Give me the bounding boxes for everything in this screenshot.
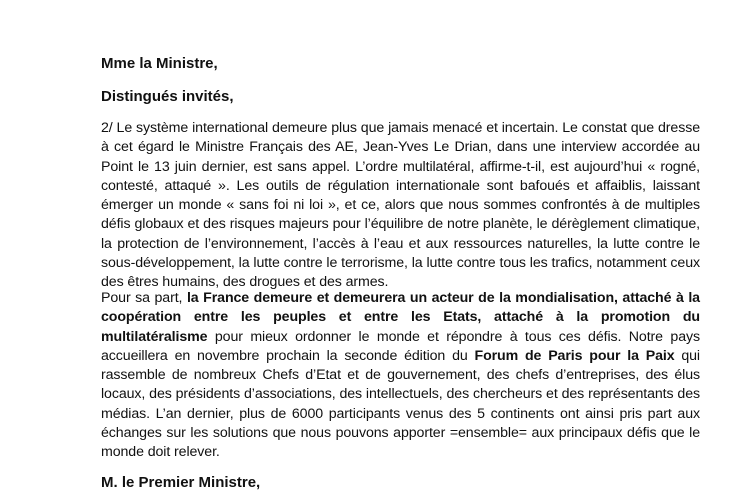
paragraph-middle: pour mieux ordonner le monde et répondre à tous ces défis. Notre pays accueillera en novembre prochain la seconde édition du [101, 328, 700, 364]
paragraph-france-role [101, 289, 700, 463]
paragraph-international-system: 2/ Le système international demeure plus que jamais menacé et incertain. Le constat que dresse à cet égard le Ministre Français des AE, Jean-Yves Le Drian, dans une interview accordée au Point le 13 juin dernier, est sans appel. L’ordre multilatéral, affirme-t-il, est aujourd’hui « rogné, contesté, attaqué ». Les outils de régulation internationale sont bafoués et affaiblis, laissant émerger un monde « sans foi ni loi », et ce, alors que nous sommes confrontés à de multiples défis globaux et des risques majeurs pour l’équilibre de notre planète, le dérèglement climatique, la protection de l’environnement, l’accès à l’eau et aux ressources naturelles, la lutte contre le sous-développement, la lutte contre le terrorisme, la lutte contre tous les trafics, notamment ceux des êtres humains, des drogues et des armes. [101, 120, 700, 291]
paragraph-intro: Pour sa part, [101, 290, 187, 306]
paragraph-end: qui rassemble de nombreux Chefs d’Etat et de gouvernement, des chefs d’entreprises, des élus locaux, des présidents d’associations, des intellectuels, des chercheurs et des représentants des médias. L’an dernier, plus de 6000 participants venus des 5 continents ont ainsi pris part aux échanges sur les solutions que nous pouvons apporter =ensemble= aux principaux défis que le monde doit relever. [101, 347, 700, 461]
paragraph-bold-forum: Forum de Paris pour la Paix [474, 347, 675, 364]
salutation-prime-minister-cut: M. le Premier Ministre, [101, 474, 261, 491]
salutation-guests: Distingués invités, [101, 88, 234, 105]
salutation-minister: Mme la Ministre, [101, 55, 218, 72]
paragraph-bold-france: la France demeure et demeurera un acteur de la mondialisation, attaché à la coopération entre les peuples et entre les Etats, attaché à la promotion du multilatéralisme [101, 290, 700, 345]
